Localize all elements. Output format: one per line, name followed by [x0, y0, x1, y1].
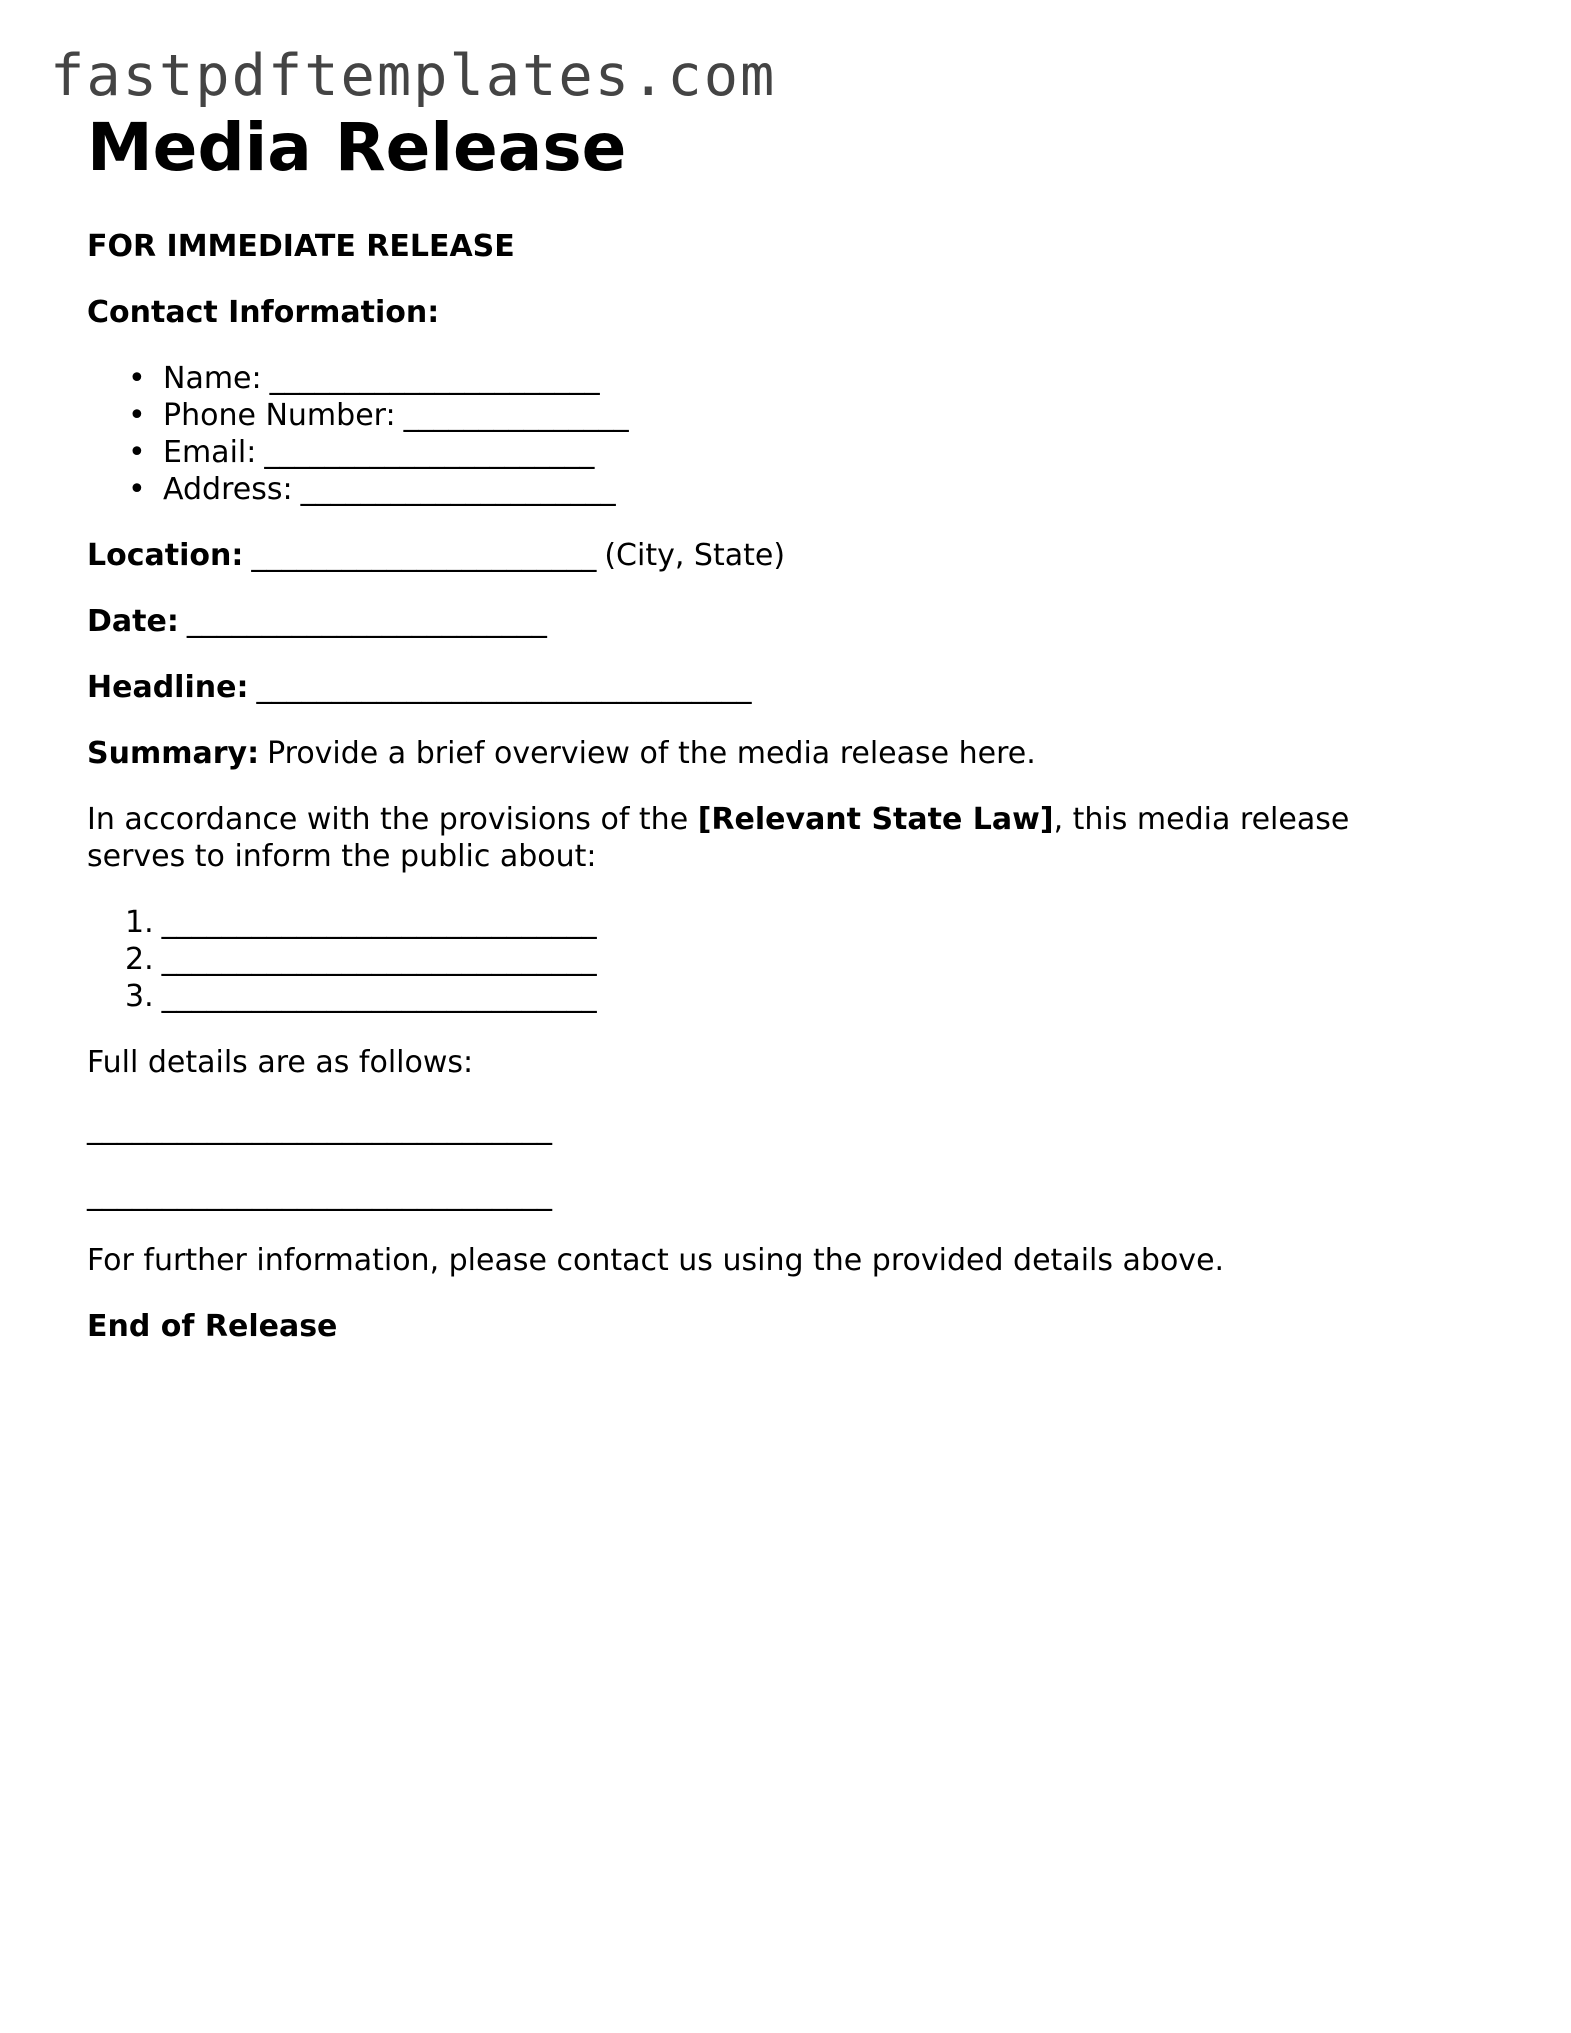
topic-list — [87, 904, 1507, 1015]
location-blank[interactable]: _______________________ — [251, 538, 597, 573]
date-blank[interactable]: ________________________ — [186, 604, 547, 639]
contact-list — [87, 360, 1507, 508]
details-intro: Full details are as follows: — [87, 1045, 474, 1080]
summary-line — [87, 735, 1507, 772]
date-line — [87, 603, 1507, 640]
name-blank[interactable]: ______________________ — [269, 361, 600, 396]
headline-blank[interactable]: _________________________________ — [256, 670, 752, 705]
topic-blank[interactable]: _____________________________ — [161, 942, 597, 977]
contact-label: Address: — [163, 472, 293, 507]
date-label: Date: — [87, 604, 179, 639]
headline-line — [87, 669, 1507, 706]
bullet-icon: • — [128, 361, 146, 396]
list-item — [125, 904, 1507, 941]
location-label: Location: — [87, 538, 244, 573]
contact-label: Name: — [163, 361, 262, 396]
end-of-release: End of Release — [87, 1309, 338, 1344]
contact-heading: Contact Information: — [87, 295, 440, 330]
topic-number: 1. — [125, 905, 154, 940]
relevant-law: [Relevant State Law] — [697, 802, 1054, 837]
contact-label: Phone Number: — [163, 398, 396, 433]
phone-blank[interactable]: _______________ — [403, 398, 629, 433]
topic-number: 3. — [125, 979, 154, 1014]
email-blank[interactable]: ______________________ — [264, 435, 595, 470]
bullet-icon: • — [128, 472, 146, 507]
list-item — [125, 941, 1507, 978]
address-blank[interactable]: _____________________ — [300, 472, 616, 507]
summary-label: Summary: — [87, 736, 260, 771]
topic-blank[interactable]: _____________________________ — [161, 905, 597, 940]
immediate-release-heading: FOR IMMEDIATE RELEASE — [87, 229, 515, 264]
accordance-before: In accordance with the provisions of the — [87, 802, 689, 837]
location-line — [87, 537, 1507, 574]
page-title: Media Release — [87, 109, 627, 186]
document — [87, 108, 1507, 1345]
topic-number: 2. — [125, 942, 154, 977]
summary-text: Provide a brief overview of the media release here. — [267, 736, 1036, 771]
contact-item-name — [128, 360, 1507, 397]
watermark: fastpdftemplates.com — [50, 43, 777, 109]
detail-blank[interactable]: _______________________________ — [87, 1177, 552, 1212]
contact-item-address — [128, 471, 1507, 508]
list-item — [125, 978, 1507, 1015]
contact-label: Email: — [163, 435, 257, 470]
contact-item-phone — [128, 397, 1507, 434]
bullet-icon: • — [128, 398, 146, 433]
topic-blank[interactable]: _____________________________ — [161, 979, 597, 1014]
contact-item-email — [128, 434, 1507, 471]
location-suffix: (City, State) — [604, 538, 786, 573]
bullet-icon: • — [128, 435, 146, 470]
accordance-paragraph — [87, 801, 1447, 875]
detail-blank[interactable]: _______________________________ — [87, 1111, 552, 1146]
accordance-after: , this media release serves to inform the public about: — [87, 802, 1350, 874]
further-info: For further information, please contact us using the provided details above. — [87, 1243, 1225, 1278]
headline-label: Headline: — [87, 670, 249, 705]
